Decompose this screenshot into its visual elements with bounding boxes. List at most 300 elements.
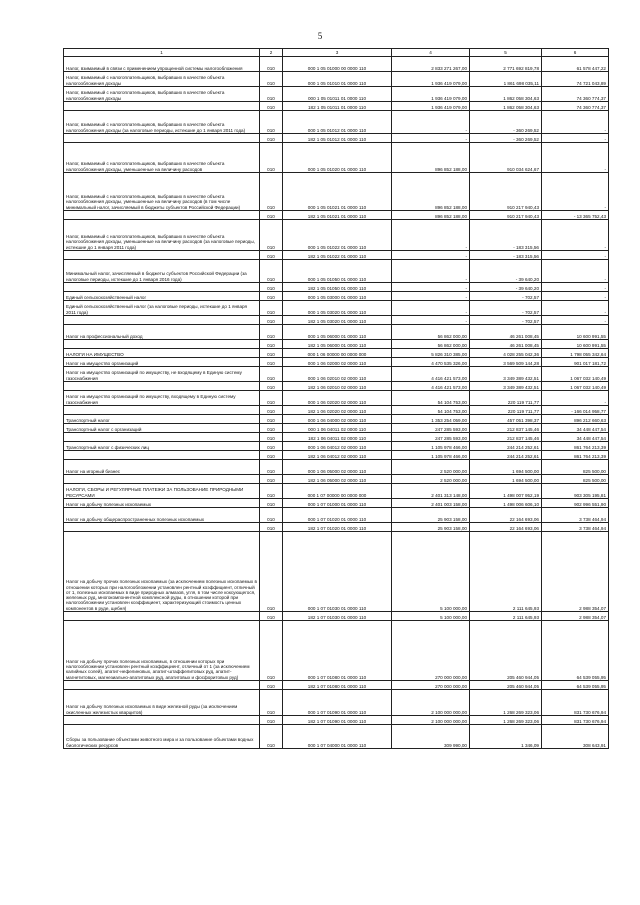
budget-code-cell: 182 1 06 04012 02 0000 110 <box>283 451 392 460</box>
executed-amount-cell: 1 498 006 606,10 <box>470 499 542 508</box>
executed-amount-cell: - 702,57 <box>470 301 542 316</box>
approved-amount-cell: 1 105 978 466,00 <box>392 442 470 451</box>
approved-amount-cell: 25 903 158,00 <box>392 508 470 523</box>
indicator-name-cell <box>64 406 260 415</box>
approved-amount-cell: - <box>392 316 470 325</box>
approved-amount-cell: 896 852 188,00 <box>392 143 470 173</box>
table-row <box>64 349 609 358</box>
budget-code-cell: 000 1 05 01022 01 0000 110 <box>283 220 392 251</box>
approved-amount-cell: 4 470 535 326,00 <box>392 358 470 367</box>
line-code-cell: 010 <box>260 57 283 72</box>
line-code-cell: 010 <box>260 220 283 251</box>
indicator-name-cell: Налог на добычу полезных ископаемых в виде железной руды (за исключением окисленных железистых кварцитов) <box>64 690 260 716</box>
budget-code-cell: 182 1 06 02010 02 0000 110 <box>283 382 392 391</box>
budget-code-cell: 182 1 07 01090 01 0000 110 <box>283 716 392 725</box>
indicator-name-cell <box>64 523 260 532</box>
approved-amount-cell: 25 903 158,00 <box>392 523 470 532</box>
executed-amount-cell: 3 569 509 144,28 <box>470 358 542 367</box>
indicator-name-cell: Единый сельскохозяйственный налог (за налоговые периоды, истекшие до 1 января 2011 года) <box>64 301 260 316</box>
indicator-name-cell <box>64 451 260 460</box>
line-code-cell: 010 <box>260 283 283 292</box>
approved-amount-cell: 4 416 421 573,00 <box>392 367 470 382</box>
line-code-cell: 010 <box>260 102 283 111</box>
approved-amount-cell: 54 104 753,00 <box>392 391 470 406</box>
indicator-name-cell: Сборы за пользование объектами животного мира и за пользование объектами водных биологических ресурсов <box>64 725 260 749</box>
executed-amount-cell: 910 034 624,67 <box>470 143 542 173</box>
column-header: 2 <box>260 49 283 57</box>
table-row <box>64 451 609 460</box>
indicator-name-cell: Налог на добычу общераспространенных полезных ископаемых <box>64 508 260 523</box>
approved-amount-cell: - <box>392 220 470 251</box>
line-code-cell: 010 <box>260 260 283 283</box>
table-row <box>64 460 609 475</box>
unexecuted-amount-cell: - <box>542 301 609 316</box>
approved-amount-cell: - <box>392 134 470 143</box>
line-code-cell: 010 <box>260 134 283 143</box>
approved-amount-cell: 270 000 000,00 <box>392 621 470 681</box>
unexecuted-amount-cell: 64 539 055,95 <box>542 681 609 690</box>
executed-amount-cell: 1 694 500,00 <box>470 475 542 484</box>
line-code-cell: 010 <box>260 211 283 220</box>
column-header: 5 <box>470 49 542 57</box>
executed-amount-cell: 1 268 269 323,06 <box>470 690 542 716</box>
line-code-cell: 010 <box>260 716 283 725</box>
revenue-table <box>63 48 609 749</box>
indicator-name-cell <box>64 102 260 111</box>
approved-amount-cell: 896 852 188,00 <box>392 211 470 220</box>
executed-amount-cell: - 360 269,52 <box>470 111 542 134</box>
indicator-name-cell: Налог на добычу полезных ископаемых <box>64 499 260 508</box>
executed-amount-cell: 220 119 711,77 <box>470 391 542 406</box>
budget-code-cell: 182 1 05 01012 01 0000 110 <box>283 134 392 143</box>
line-code-cell: 010 <box>260 690 283 716</box>
indicator-name-cell <box>64 433 260 442</box>
line-code-cell: 010 <box>260 621 283 681</box>
indicator-name-cell <box>64 211 260 220</box>
table-row <box>64 499 609 508</box>
table-row <box>64 442 609 451</box>
unexecuted-amount-cell: 896 212 660,63 <box>542 415 609 424</box>
unexecuted-amount-cell: - <box>542 251 609 260</box>
budget-code-cell: 182 1 06 02020 02 0000 110 <box>283 406 392 415</box>
unexecuted-amount-cell: 1 798 055 342,64 <box>542 349 609 358</box>
indicator-name-cell: Транспортный налог с физических лиц <box>64 442 260 451</box>
indicator-name-cell <box>64 382 260 391</box>
executed-amount-cell: 1 268 269 323,06 <box>470 716 542 725</box>
indicator-name-cell <box>64 283 260 292</box>
executed-amount-cell: 46 261 008,45 <box>470 340 542 349</box>
table-row <box>64 143 609 173</box>
indicator-name-cell: НАЛОГИ НА ИМУЩЕСТВО <box>64 349 260 358</box>
executed-amount-cell: 205 460 944,05 <box>470 681 542 690</box>
approved-amount-cell: 56 862 000,00 <box>392 340 470 349</box>
approved-amount-cell: 1 936 419 079,00 <box>392 87 470 102</box>
unexecuted-amount-cell: 3 738 464,94 <box>542 508 609 523</box>
table-row <box>64 433 609 442</box>
line-code-cell: 010 <box>260 173 283 211</box>
indicator-name-cell <box>64 681 260 690</box>
line-code-cell: 010 <box>260 406 283 415</box>
indicator-name-cell: Налог, взимаемый в связи с применением упрощенной системы налогообложения <box>64 57 260 72</box>
line-code-cell: 010 <box>260 451 283 460</box>
approved-amount-cell: 309 990,00 <box>392 725 470 749</box>
line-code-cell: 010 <box>260 301 283 316</box>
indicator-name-cell: Налог на добычу прочих полезных ископаемых, в отношении которых при налогообложении установлен рентный коэффициент, отличный от 1 (за исключением калийных солей), апатит-нефелиновых, апатит-штаффелитовых руд, апатит-магнетитовых, магнезиально-апатитовых руд, апатитовых и фосфоритовых руд) <box>64 621 260 681</box>
table-row <box>64 612 609 621</box>
line-code-cell: 010 <box>260 325 283 340</box>
line-code-cell: 010 <box>260 725 283 749</box>
table-row <box>64 316 609 325</box>
executed-amount-cell: 1 694 500,00 <box>470 460 542 475</box>
budget-code-cell: 000 1 06 05000 02 0000 110 <box>283 460 392 475</box>
budget-code-cell: 000 1 06 04012 02 0000 110 <box>283 442 392 451</box>
unexecuted-amount-cell: 831 730 676,94 <box>542 690 609 716</box>
indicator-name-cell: Минимальный налог, зачисляемый в бюджеты субъектов Российской Федерации (за налоговые периоды, истекшие до 1 января 2016 года) <box>64 260 260 283</box>
approved-amount-cell: 1 353 254 059,00 <box>392 415 470 424</box>
table-row <box>64 301 609 316</box>
table-row <box>64 220 609 251</box>
unexecuted-amount-cell: 861 764 213,39 <box>542 442 609 451</box>
approved-amount-cell: 1 936 419 079,00 <box>392 72 470 87</box>
executed-amount-cell: 22 164 693,06 <box>470 508 542 523</box>
executed-amount-cell: 3 349 389 432,51 <box>470 382 542 391</box>
indicator-name-cell: Налог, взимаемый с налогоплательщиков, выбравших в качестве объекта налогообложения доходы, уменьшенные на величину расходов (за налоговые периоды, истекшие до 1 января 2011 года) <box>64 220 260 251</box>
budget-code-cell: 000 1 05 01012 01 0000 110 <box>283 111 392 134</box>
executed-amount-cell: 1 346,09 <box>470 725 542 749</box>
table-row <box>64 260 609 283</box>
executed-amount-cell: - 39 640,20 <box>470 283 542 292</box>
unexecuted-amount-cell: - <box>542 316 609 325</box>
unexecuted-amount-cell: - <box>542 391 609 406</box>
table-row <box>64 690 609 716</box>
table-row <box>64 87 609 102</box>
line-code-cell: 010 <box>260 442 283 451</box>
indicator-name-cell <box>64 134 260 143</box>
indicator-name-cell: Налог, взимаемый с налогоплательщиков, выбравших в качестве объекта налогообложения доходы <box>64 72 260 87</box>
budget-code-cell: 182 1 05 01011 01 0000 110 <box>283 102 392 111</box>
approved-amount-cell: 2 833 271 267,00 <box>392 57 470 72</box>
unexecuted-amount-cell: 825 500,00 <box>542 475 609 484</box>
unexecuted-amount-cell: - <box>542 134 609 143</box>
unexecuted-amount-cell: - 13 365 752,43 <box>542 211 609 220</box>
indicator-name-cell: Налог на профессиональный доход <box>64 325 260 340</box>
budget-code-cell: 000 1 07 04000 01 0000 110 <box>283 725 392 749</box>
indicator-name-cell: Налог, взимаемый с налогоплательщиков, выбравших в качестве объекта налогообложения доходы (за налоговые периоды, истекшие до 1 января 2011 года) <box>64 111 260 134</box>
unexecuted-amount-cell: 2 988 354,07 <box>542 532 609 612</box>
table-row <box>64 508 609 523</box>
indicator-name-cell: Транспортный налог <box>64 415 260 424</box>
executed-amount-cell: 46 261 008,45 <box>470 325 542 340</box>
executed-amount-cell: 3 349 389 432,51 <box>470 367 542 382</box>
executed-amount-cell: 1 861 698 035,11 <box>470 72 542 87</box>
line-code-cell: 010 <box>260 251 283 260</box>
unexecuted-amount-cell: - 166 014 958,77 <box>542 406 609 415</box>
line-code-cell: 010 <box>260 382 283 391</box>
budget-code-cell: 000 1 06 02000 02 0000 110 <box>283 358 392 367</box>
indicator-name-cell: Налог на имущество организаций по имуществу, не входящему в Единую систему газоснабжения <box>64 367 260 382</box>
executed-amount-cell: 457 051 398,37 <box>470 415 542 424</box>
unexecuted-amount-cell: 74 360 774,37 <box>542 102 609 111</box>
budget-code-cell: 182 1 05 03020 01 0000 110 <box>283 316 392 325</box>
executed-amount-cell: 1 862 058 304,63 <box>470 87 542 102</box>
indicator-name-cell: НАЛОГИ, СБОРЫ И РЕГУЛЯРНЫЕ ПЛАТЕЖИ ЗА ПОЛЬЗОВАНИЕ ПРИРОДНЫМИ РЕСУРСАМИ <box>64 484 260 499</box>
unexecuted-amount-cell: 902 996 551,90 <box>542 499 609 508</box>
table-row <box>64 484 609 499</box>
executed-amount-cell: 2 111 645,93 <box>470 612 542 621</box>
indicator-name-cell: Налог, взимаемый с налогоплательщиков, выбравших в качестве объекта налогообложения доходы, уменьшенные на величину расходов (в том числе минимальный налог, зачисляемый в бюджеты субъектов Российской Федерации) <box>64 173 260 211</box>
line-code-cell: 010 <box>260 87 283 102</box>
line-code-cell: 010 <box>260 499 283 508</box>
budget-code-cell: 000 1 06 00000 00 0000 000 <box>283 349 392 358</box>
executed-amount-cell: 244 214 252,61 <box>470 442 542 451</box>
budget-code-cell: 182 1 05 06000 01 0000 110 <box>283 340 392 349</box>
budget-code-cell: 000 1 07 01080 01 0000 110 <box>283 621 392 681</box>
unexecuted-amount-cell: 1 067 032 140,49 <box>542 367 609 382</box>
table-row <box>64 283 609 292</box>
budget-code-cell: 000 1 05 01000 00 0000 110 <box>283 57 392 72</box>
indicator-name-cell <box>64 340 260 349</box>
table-row <box>64 382 609 391</box>
unexecuted-amount-cell: 901 017 181,72 <box>542 358 609 367</box>
budget-code-cell: 000 1 05 01050 01 0000 110 <box>283 260 392 283</box>
executed-amount-cell: 910 217 940,43 <box>470 173 542 211</box>
unexecuted-amount-cell: 861 764 213,39 <box>542 451 609 460</box>
approved-amount-cell: 56 862 000,00 <box>392 325 470 340</box>
line-code-cell: 010 <box>260 292 283 301</box>
budget-code-cell: 000 1 07 01090 01 0000 110 <box>283 690 392 716</box>
line-code-cell: 010 <box>260 424 283 433</box>
budget-code-cell: 000 1 05 03020 01 0000 110 <box>283 301 392 316</box>
budget-code-cell: 182 1 05 01050 01 0000 110 <box>283 283 392 292</box>
table-row <box>64 340 609 349</box>
budget-code-cell: 000 1 06 04000 02 0000 110 <box>283 415 392 424</box>
unexecuted-amount-cell: 61 578 447,22 <box>542 57 609 72</box>
page-number: 5 <box>317 31 323 41</box>
line-code-cell: 010 <box>260 475 283 484</box>
executed-amount-cell: 244 214 252,61 <box>470 451 542 460</box>
unexecuted-amount-cell: 2 988 354,07 <box>542 612 609 621</box>
column-header: 6 <box>542 49 609 57</box>
table-row <box>64 391 609 406</box>
indicator-name-cell <box>64 251 260 260</box>
budget-code-cell: 182 1 05 01022 01 0000 110 <box>283 251 392 260</box>
approved-amount-cell: 270 000 000,00 <box>392 681 470 690</box>
unexecuted-amount-cell: 10 600 991,55 <box>542 325 609 340</box>
line-code-cell: 010 <box>260 143 283 173</box>
line-code-cell: 010 <box>260 523 283 532</box>
table-row <box>64 325 609 340</box>
executed-amount-cell: - 360 269,52 <box>470 134 542 143</box>
executed-amount-cell: - 39 640,20 <box>470 260 542 283</box>
indicator-name-cell <box>64 612 260 621</box>
approved-amount-cell: 2 401 003 158,00 <box>392 499 470 508</box>
indicator-name-cell: Единый сельскохозяйственный налог <box>64 292 260 301</box>
line-code-cell: 010 <box>260 612 283 621</box>
table-row <box>64 681 609 690</box>
budget-code-cell: 000 1 06 02010 02 0000 110 <box>283 367 392 382</box>
budget-code-cell: 000 1 07 01020 01 0000 110 <box>283 508 392 523</box>
table-row <box>64 621 609 681</box>
column-header: 4 <box>392 49 470 57</box>
approved-amount-cell: - <box>392 260 470 283</box>
approved-amount-cell: 1 105 978 466,00 <box>392 451 470 460</box>
table-header-row <box>64 49 609 57</box>
budget-code-cell: 000 1 06 04011 02 0000 110 <box>283 424 392 433</box>
line-code-cell: 010 <box>260 484 283 499</box>
line-code-cell: 010 <box>260 508 283 523</box>
approved-amount-cell: 2 100 000 000,00 <box>392 716 470 725</box>
executed-amount-cell: - 183 315,56 <box>470 251 542 260</box>
approved-amount-cell: - <box>392 301 470 316</box>
unexecuted-amount-cell: - <box>542 143 609 173</box>
approved-amount-cell: 247 285 593,00 <box>392 433 470 442</box>
table-row <box>64 475 609 484</box>
approved-amount-cell: 2 520 000,00 <box>392 460 470 475</box>
line-code-cell: 010 <box>260 415 283 424</box>
unexecuted-amount-cell: - <box>542 283 609 292</box>
budget-code-cell: 000 1 06 02020 02 0000 110 <box>283 391 392 406</box>
approved-amount-cell: 896 852 188,00 <box>392 173 470 211</box>
table-row <box>64 251 609 260</box>
executed-amount-cell: 212 837 145,46 <box>470 424 542 433</box>
table-row <box>64 367 609 382</box>
indicator-name-cell: Налог на имущество организаций по имуществу, входящему в Единую систему газоснабжения <box>64 391 260 406</box>
approved-amount-cell: - <box>392 292 470 301</box>
budget-code-cell: 182 1 05 01021 01 0000 110 <box>283 211 392 220</box>
budget-code-cell: 000 1 07 00000 00 0000 000 <box>283 484 392 499</box>
table-row <box>64 102 609 111</box>
column-header: 3 <box>283 49 392 57</box>
indicator-name-cell: Налог, взимаемый с налогоплательщиков, выбравших в качестве объекта налогообложения доходы <box>64 87 260 102</box>
executed-amount-cell: - 702,57 <box>470 292 542 301</box>
approved-amount-cell: 2 100 000 000,00 <box>392 690 470 716</box>
approved-amount-cell: 4 416 421 573,00 <box>392 382 470 391</box>
budget-code-cell: 182 1 06 05000 02 0000 110 <box>283 475 392 484</box>
executed-amount-cell: 205 460 944,05 <box>470 621 542 681</box>
budget-code-cell: 182 1 06 04011 02 0000 110 <box>283 433 392 442</box>
approved-amount-cell: 2 520 000,00 <box>392 475 470 484</box>
budget-code-cell: 000 1 07 01030 01 0000 110 <box>283 532 392 612</box>
line-code-cell: 010 <box>260 340 283 349</box>
unexecuted-amount-cell: - <box>542 220 609 251</box>
unexecuted-amount-cell: 903 305 195,81 <box>542 484 609 499</box>
indicator-name-cell: Налог, взимаемый с налогоплательщиков, выбравших в качестве объекта налогообложения доходы, уменьшенные на величину расходов <box>64 143 260 173</box>
indicator-name-cell: Налог на имущество организаций <box>64 358 260 367</box>
unexecuted-amount-cell: 64 539 055,95 <box>542 621 609 681</box>
line-code-cell: 010 <box>260 681 283 690</box>
table-row <box>64 292 609 301</box>
table-row <box>64 523 609 532</box>
budget-code-cell: 000 1 07 01000 01 0000 110 <box>283 499 392 508</box>
unexecuted-amount-cell: 1 067 032 140,49 <box>542 382 609 391</box>
executed-amount-cell: - 183 315,56 <box>470 220 542 251</box>
line-code-cell: 010 <box>260 349 283 358</box>
unexecuted-amount-cell: - <box>542 173 609 211</box>
line-code-cell: 010 <box>260 433 283 442</box>
approved-amount-cell: - <box>392 283 470 292</box>
approved-amount-cell: 5 100 000,00 <box>392 532 470 612</box>
table-row <box>64 415 609 424</box>
unexecuted-amount-cell: - <box>542 111 609 134</box>
indicator-name-cell: Налог на добычу прочих полезных ископаемых (за исключением полезных ископаемых в отношении которых при налогообложении установлен рентный коэффициент, отличный от 1, полезных ископаемых в виде природных алмазов, угля, в том числе коксующегося, железных руд, многокомпонентной комплексной руды, в отношении которой при налогообложении установлен коэффициент, характеризующий стоимость ценных компонентов в руде, щебня) <box>64 532 260 612</box>
budget-code-cell: 000 1 05 03000 01 0000 110 <box>283 292 392 301</box>
budget-code-cell: 182 1 07 01080 01 0000 110 <box>283 681 392 690</box>
budget-code-cell: 000 1 05 06000 01 0000 110 <box>283 325 392 340</box>
approved-amount-cell: 2 401 313 148,00 <box>392 484 470 499</box>
budget-code-cell: 182 1 07 01030 01 0000 110 <box>283 612 392 621</box>
table-row <box>64 111 609 134</box>
table-row <box>64 424 609 433</box>
unexecuted-amount-cell: 10 600 991,55 <box>542 340 609 349</box>
executed-amount-cell: 2 111 645,93 <box>470 532 542 612</box>
indicator-name-cell: Налог на игорный бизнес <box>64 460 260 475</box>
approved-amount-cell: 1 936 419 079,00 <box>392 102 470 111</box>
unexecuted-amount-cell: 74 721 043,89 <box>542 72 609 87</box>
indicator-name-cell <box>64 316 260 325</box>
unexecuted-amount-cell: 74 360 774,37 <box>542 87 609 102</box>
line-code-cell: 010 <box>260 72 283 87</box>
executed-amount-cell: 910 217 940,43 <box>470 211 542 220</box>
executed-amount-cell: 2 771 692 819,78 <box>470 57 542 72</box>
executed-amount-cell: 4 028 255 042,36 <box>470 349 542 358</box>
indicator-name-cell: Транспортный налог с организаций <box>64 424 260 433</box>
budget-code-cell: 182 1 07 01020 01 0000 110 <box>283 523 392 532</box>
indicator-name-cell <box>64 716 260 725</box>
executed-amount-cell: 1 862 058 304,63 <box>470 102 542 111</box>
approved-amount-cell: 54 104 753,00 <box>392 406 470 415</box>
budget-code-cell: 000 1 05 01020 01 0000 110 <box>283 143 392 173</box>
unexecuted-amount-cell: 34 448 447,54 <box>542 433 609 442</box>
table-row <box>64 358 609 367</box>
table-row <box>64 716 609 725</box>
table-row <box>64 72 609 87</box>
approved-amount-cell: - <box>392 111 470 134</box>
line-code-cell: 010 <box>260 111 283 134</box>
budget-code-cell: 000 1 05 01021 01 0000 110 <box>283 173 392 211</box>
unexecuted-amount-cell: - <box>542 260 609 283</box>
budget-code-cell: 000 1 05 01010 01 0000 110 <box>283 72 392 87</box>
approved-amount-cell: 247 285 593,00 <box>392 424 470 433</box>
line-code-cell: 010 <box>260 367 283 382</box>
approved-amount-cell: - <box>392 251 470 260</box>
approved-amount-cell: 5 100 000,00 <box>392 612 470 621</box>
table-row <box>64 406 609 415</box>
unexecuted-amount-cell: 34 448 447,54 <box>542 424 609 433</box>
line-code-cell: 010 <box>260 391 283 406</box>
line-code-cell: 010 <box>260 460 283 475</box>
table-row <box>64 211 609 220</box>
line-code-cell: 010 <box>260 532 283 612</box>
table-row <box>64 57 609 72</box>
budget-code-cell: 000 1 05 01011 01 0000 110 <box>283 87 392 102</box>
executed-amount-cell: 220 119 711,77 <box>470 406 542 415</box>
table-row <box>64 725 609 749</box>
table-row <box>64 173 609 211</box>
approved-amount-cell: 5 826 310 385,00 <box>392 349 470 358</box>
executed-amount-cell: - 702,57 <box>470 316 542 325</box>
line-code-cell: 010 <box>260 316 283 325</box>
unexecuted-amount-cell: 825 500,00 <box>542 460 609 475</box>
unexecuted-amount-cell: 831 730 676,94 <box>542 716 609 725</box>
unexecuted-amount-cell: 308 643,91 <box>542 725 609 749</box>
executed-amount-cell: 22 164 693,06 <box>470 523 542 532</box>
column-header: 1 <box>64 49 260 57</box>
unexecuted-amount-cell: 3 738 464,94 <box>542 523 609 532</box>
executed-amount-cell: 1 498 007 952,19 <box>470 484 542 499</box>
unexecuted-amount-cell: - <box>542 292 609 301</box>
indicator-name-cell <box>64 475 260 484</box>
executed-amount-cell: 212 837 145,46 <box>470 433 542 442</box>
